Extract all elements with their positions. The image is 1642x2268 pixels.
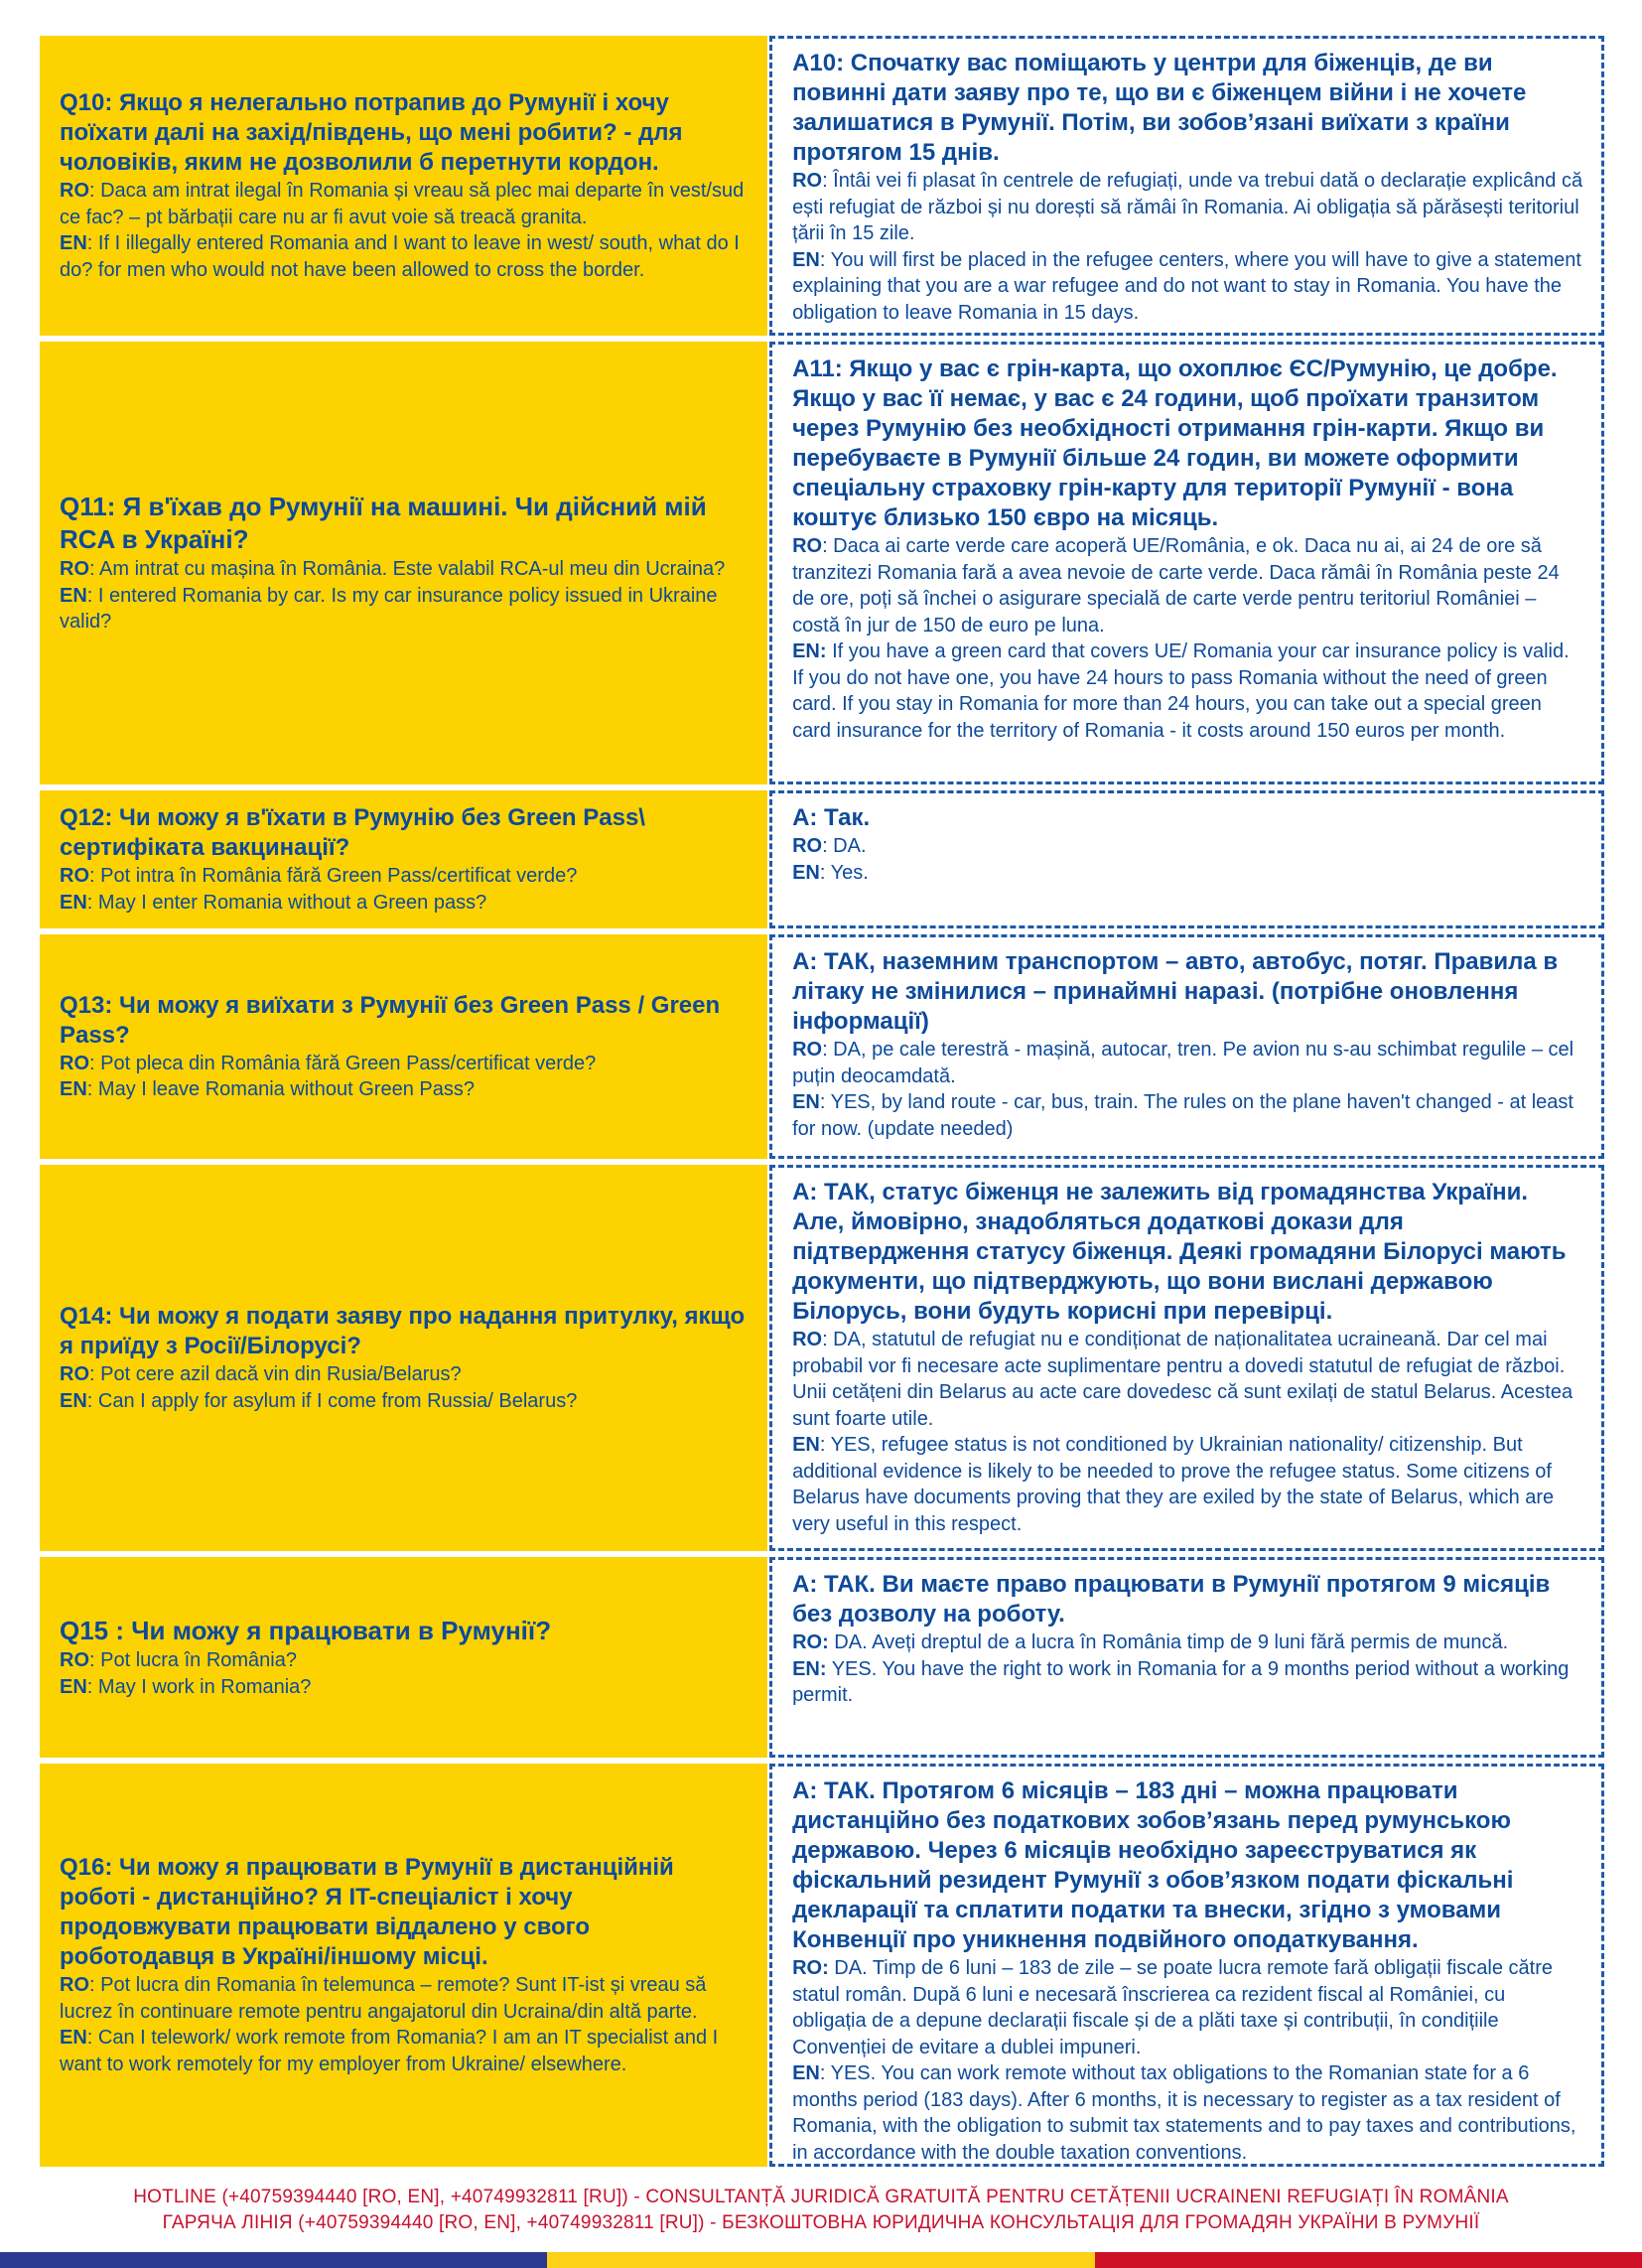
en-label: EN: [60, 1078, 87, 1100]
en-label: EN:: [792, 640, 827, 662]
answer-en: [792, 2060, 1583, 2166]
en-text: : I entered Romania by car. Is my car insurance policy issued in Ukraine valid?: [60, 584, 718, 634]
faq-row-q11: [40, 342, 1604, 790]
answer-title: A: ТАК, статус біженця не залежить від громадянства України. Але, ймовірно, знадобляться додаткові докази для підтвердження статусу біженця. Деякі громадяни Білорусі мають документи, що підтверджують, що вони вислані державою Білорусь, вони будуть корисні при перевірці.: [792, 1179, 1567, 1325]
question-en: [60, 1076, 750, 1103]
en-label: EN: [792, 861, 820, 884]
ro-label: RO: [792, 835, 823, 857]
answer-en: [792, 860, 1583, 887]
question-ro: [60, 1647, 750, 1674]
question-title: Q15 : Чи можу я працювати в Румунії?: [60, 1616, 552, 1645]
ro-label: RO: [792, 1039, 823, 1061]
answer-ro: [792, 1630, 1583, 1656]
en-text: : May I leave Romania without Green Pass?: [86, 1078, 475, 1100]
ro-label: RO: [792, 1329, 823, 1350]
answer-ro: [792, 1955, 1583, 2060]
answer-en: [792, 1656, 1583, 1709]
question-title: Q16: Чи можу я працювати в Румунії в дистанційній роботі - дистанційно? Я IT-спеціаліст і хочу продовжувати працювати віддалено у свого роботодавця в Україні/іншому місці.: [60, 1854, 674, 1970]
ro-label: RO: [60, 865, 89, 887]
ro-text: : Pot lucra în România?: [89, 1649, 297, 1671]
faq-row-q13: [40, 934, 1604, 1165]
question-title: Q10: Якщо я нелегально потрапив до Румунії і хочу поїхати далі на захід/південь, що мені робити? - для чоловіків, яким не дозволили б перетнути кордон.: [60, 89, 683, 176]
ro-text: : Pot pleca din România fără Green Pass/certificat verde?: [89, 1052, 597, 1074]
answer-ro: [792, 1037, 1583, 1089]
faq-row-q10: [40, 36, 1604, 342]
question-ro: [60, 1361, 750, 1388]
question-ro: [60, 1051, 750, 1077]
question-cell: [40, 1557, 767, 1758]
answer-ro: [792, 168, 1583, 247]
faq-row-q12: [40, 790, 1604, 934]
question-en: [60, 1674, 750, 1701]
en-text: : May I work in Romania?: [86, 1675, 312, 1698]
question-cell: [40, 342, 767, 784]
flag-stripe-blue: [0, 2252, 547, 2268]
answer-ro: [792, 533, 1583, 638]
ro-text: : Daca ai carte verde care acoperă UE/România, e ok. Daca nu ai, ai 24 de ore să tranzitezi Romania fară a avea nevoie de carte verde. Daca rămâi în România peste 24 de ore, poți să închei o asigurare specială de carte verde pentru teritoriul României – costă în jur de 150 de euro pe luna.: [792, 535, 1560, 637]
en-text: : Can I apply for asylum if I come from Russia/ Belarus?: [86, 1389, 578, 1412]
en-text: : YES, by land route - car, bus, train. The rules on the plane haven't changed - at least for now. (update needed): [792, 1091, 1574, 1140]
question-ro: [60, 1972, 750, 2025]
answer-en: [792, 638, 1583, 744]
answer-en: [792, 247, 1583, 327]
en-label: EN: [792, 248, 820, 271]
flag-stripe: [0, 2252, 1642, 2268]
en-text: : Can I telework/ work remote from Romania? I am an IT specialist and I want to work remotely for my employer from Ukraine/ elsewhere.: [60, 2027, 719, 2075]
answer-cell: [769, 934, 1604, 1159]
ro-label: RO: [60, 1363, 89, 1385]
answer-en: [792, 1089, 1583, 1142]
en-label: EN: [60, 232, 87, 254]
en-label: EN: [60, 1389, 87, 1412]
question-title: Q11: Я в'їхав до Румунії на машині. Чи дійсний мій RCA в Україні?: [60, 492, 707, 555]
ro-text: : DA, pe cale terestră - mașină, autocar, tren. Pe avion nu s-au schimbat regulile – cel puțin deocamdată.: [792, 1039, 1574, 1087]
en-label: EN: [792, 1434, 820, 1456]
en-text: : Yes.: [819, 861, 869, 884]
question-cell: [40, 1165, 767, 1551]
ro-label: RO: [60, 1974, 89, 1996]
faq-row-q14: [40, 1165, 1604, 1557]
question-title: Q13: Чи можу я виїхати з Румунії без Green Pass / Green Pass?: [60, 991, 721, 1049]
ro-text: : DA, statutul de refugiat nu e condiționat de naționalitatea ucraineană. Dar cel mai probabil vor fi necesare acte suplimentare pentru a dovedi statutul de refugiat de război. Unii cetățeni din Belarus au acte care dovedesc că sunt exilați de statul Belarus. Acestea sunt foarte utile.: [792, 1329, 1574, 1430]
en-text: : May I enter Romania without a Green pass?: [86, 891, 487, 914]
en-text: : YES, refugee status is not conditioned by Ukrainian nationality/ citizenship. But additional evidence is likely to be needed to prove the refugee status. Some citizens of Belarus have documents proving that they are exiled by the state of Belarus, which are very useful in this respect.: [792, 1434, 1555, 1535]
answer-title: A10: Спочатку вас поміщають у центри для біженців, де ви повинні дати заяву про те, що ви є біженцем війни і не хочете залишатися в Румунії. Потім, ви зобов’язані виїхати з країни протягом 15 днів.: [792, 50, 1527, 166]
answer-title: A: ТАК. Ви маєте право працювати в Румунії протягом 9 місяців без дозволу на роботу.: [792, 1571, 1551, 1628]
ro-text: DA. Timp de 6 luni – 183 de zile – se poate lucra remote fară obligații fiscale către statul român. După 6 luni e necesară înscrierea ca rezident fiscal al României, cu obligația de a depune declarații fiscale și de a plăti taxe și contribuții, în condițiile Convenției de evitare a dublei impuneri.: [792, 1957, 1554, 2058]
en-text: : YES. You can work remote without tax obligations to the Romanian state for a 6 months period (183 days). After 6 months, it is necessary to register as a tax resident of Romania, with the obligation to submit tax statements and to pay taxes and contributions, in accordance with the double taxation conventions.: [792, 2062, 1576, 2164]
question-en: [60, 230, 750, 283]
ro-label: RO: [60, 558, 89, 581]
answer-cell: [769, 1557, 1604, 1758]
faq-table: [40, 36, 1604, 2167]
ro-text: : Pot lucra din Romania în telemunca – remote? Sunt IT-ist și vreau să lucrez în continuare remote pentru angajatorul din Ucraina/din altă parte.: [60, 1974, 707, 2023]
answer-cell: [769, 790, 1604, 928]
answer-en: [792, 1432, 1583, 1537]
ro-label: RO: [60, 180, 89, 202]
ro-label: RO: [60, 1052, 89, 1074]
question-cell: [40, 934, 767, 1159]
ro-text: : Pot cere azil dacă vin din Rusia/Belarus?: [89, 1363, 462, 1385]
ro-label: RO:: [792, 1957, 829, 1979]
flag-stripe-red: [1095, 2252, 1642, 2268]
answer-ro: [792, 833, 1583, 860]
answer-cell: [769, 1764, 1604, 2167]
question-en: [60, 1388, 750, 1415]
en-text: : If I illegally entered Romania and I want to leave in west/ south, what do I do? for men who would not have been allowed to cross the border.: [60, 232, 740, 281]
en-text: YES. You have the right to work in Romania for a 9 months period without a working permit.: [792, 1657, 1570, 1706]
answer-title: A11: Якщо у вас є грін-карта, що охоплює ЄС/Румунію, це добре. Якщо у вас її немає, у вас є 24 години, щоб проїхати транзитом через Румунію без необхідності отримання грін-карти. Якщо ви перебуваєте в Румунії більше 24 годин, ви можете оформити спеціальну страховку грін-карту для території Румунії - вона коштує близько 150 євро на місяць.: [792, 355, 1558, 531]
question-ro: [60, 556, 750, 583]
question-cell: [40, 36, 767, 336]
en-label: EN: [792, 1091, 820, 1113]
question-title: Q12: Чи можу я в'їхати в Румунію без Green Pass\ сертифіката вакцинації?: [60, 804, 645, 861]
ro-label: RO:: [792, 1631, 829, 1653]
question-title: Q14: Чи можу я подати заяву про надання притулку, якщо я приїду з Росії/Білорусі?: [60, 1303, 746, 1359]
question-cell: [40, 790, 767, 928]
hotline-footer: [0, 2185, 1642, 2236]
ro-text: : Întâi vei fi plasat în centrele de refugiați, unde va trebui dată o declarație explicând că ești refugiat de război și nu dorești să rămâi în Romania. Ai obligația să părăsești teritoriul țării în 15 zile.: [792, 170, 1583, 244]
ro-label: RO: [60, 1649, 89, 1671]
question-en: [60, 2025, 750, 2077]
en-label: EN: [792, 2062, 820, 2084]
answer-title: A: ТАК. Протягом 6 місяців – 183 дні – можна працювати дистанційно без податкових зобов’язань перед румунською державою. Через 6 місяців необхідно зареєструватися як фіскальний резидент Румунії з обов’язком подати фіскальні декларації та сплатити податки та внески, згідно з умовами Конвенції про уникнення подвійного оподаткування.: [792, 1777, 1514, 1953]
ro-text: : Am intrat cu mașina în România. Este valabil RCA-ul meu din Ucraina?: [89, 558, 726, 581]
question-ro: [60, 178, 750, 230]
answer-cell: [769, 1165, 1604, 1551]
en-label: EN: [60, 2027, 87, 2049]
en-label: EN: [60, 584, 87, 607]
answer-cell: [769, 36, 1604, 336]
answer-ro: [792, 1327, 1583, 1432]
en-text: : You will first be placed in the refugee centers, where you will have to give a statement explaining that you are a war refugee and do not want to stay in Romania. You have the obligation to leave Romania in 15 days.: [792, 248, 1581, 324]
faq-row-q15: [40, 1557, 1604, 1764]
ro-text: DA. Aveți dreptul de a lucra în România timp de 9 luni fără permis de muncă.: [828, 1631, 1509, 1653]
answer-title: A: Так.: [792, 804, 871, 831]
footer-line-ro-en: HOTLINE (+40759394440 [RO, EN], +40749932811 [RU]) - CONSULTANȚĂ JURIDICĂ GRATUITĂ PENTRU CETĂȚENII UCRAINENI REFUGIAȚI ÎN ROMÂNIA: [133, 2187, 1509, 2207]
footer-line-ua: ГАРЯЧА ЛІНІЯ (+40759394440 [RO, EN], +40749932811 [RU]) - БЕЗКОШТОВНА ЮРИДИЧНА КОНСУЛЬТАЦІЯ ДЛЯ ГРОМАДЯН УКРАЇНИ В РУМУНІЇ: [162, 2212, 1480, 2233]
faq-row-q16: [40, 1764, 1604, 2167]
question-ro: [60, 863, 750, 890]
en-text: If you have a green card that covers UE/ Romania your car insurance policy is valid. If you do not have one, you have 24 hours to pass Romania without the need of green card. If you stay in Romania for more than 24 hours, you can take out a special green card insurance for the territory of Romania - it costs around 150 euros per month.: [792, 640, 1570, 742]
en-label: EN:: [792, 1657, 827, 1680]
question-en: [60, 583, 750, 636]
answer-cell: [769, 342, 1604, 784]
ro-label: RO: [792, 535, 823, 557]
ro-text: : Daca am intrat ilegal în Romania și vreau să plec mai departe în vest/sud ce fac? – pt bărbații care nu ar fi avut voie să treacă granita.: [60, 180, 745, 228]
en-label: EN: [60, 1675, 87, 1698]
question-cell: [40, 1764, 767, 2167]
ro-label: RO: [792, 170, 823, 192]
answer-title: A: ТАК, наземним транспортом – авто, автобус, потяг. Правила в літаку не змінилися – принаймні наразі. (потрібне оновлення інформації): [792, 948, 1559, 1035]
ro-text: : DA.: [822, 835, 867, 857]
ro-text: : Pot intra în România fără Green Pass/certificat verde?: [89, 865, 578, 887]
question-en: [60, 890, 750, 917]
en-label: EN: [60, 891, 87, 914]
flag-stripe-yellow: [547, 2252, 1094, 2268]
